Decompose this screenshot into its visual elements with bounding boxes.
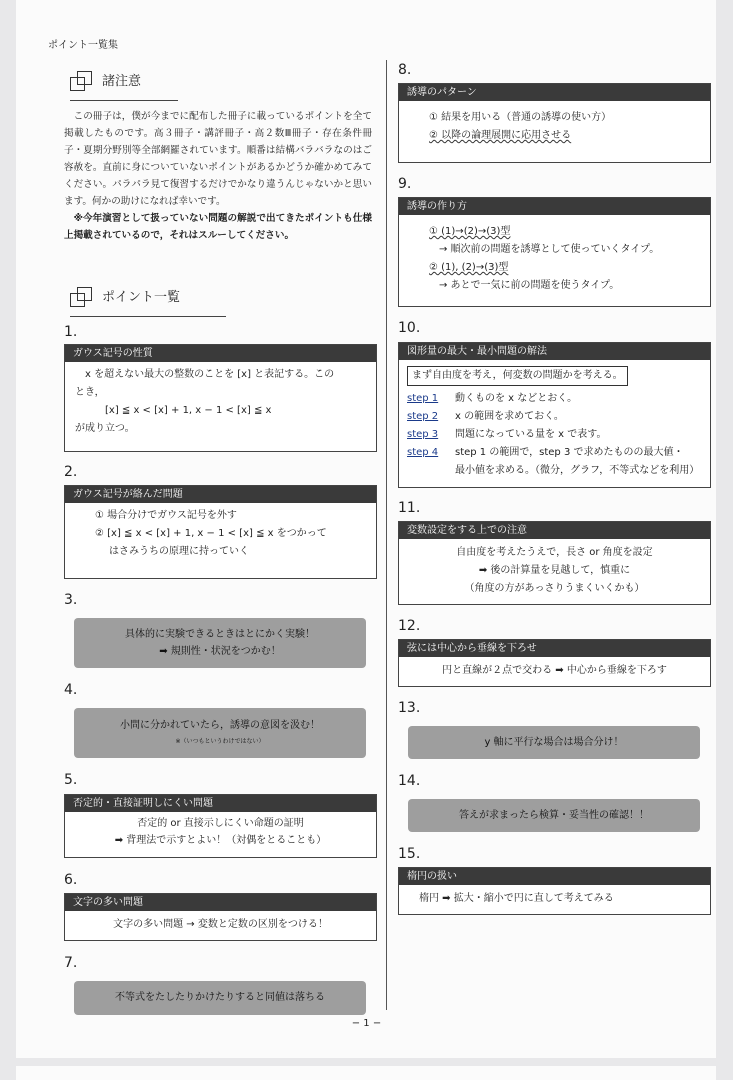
item-number: 8. — [398, 62, 412, 78]
point-text: ① 結果を用いる（普通の誘導の使い方） — [429, 112, 612, 123]
point-box-1 — [64, 344, 377, 452]
item-number: 12. — [398, 618, 421, 634]
point-header: 否定的・直接証明しにくい問題 — [65, 795, 376, 812]
item-number: 14. — [398, 773, 421, 789]
point-text: 楕円 ➡ 拡大・縮小で円に直して考えてみる — [419, 893, 614, 904]
point-text: → あとで一気に前の問題を使うタイプ。 — [439, 280, 620, 291]
point-header: 図形量の最大・最小問題の解法 — [399, 343, 710, 360]
point-text: ② (1), (2)→(3)型 — [429, 262, 509, 273]
item-number: 9. — [398, 176, 412, 192]
step-label: step 2 — [407, 411, 439, 422]
point-text: 円と直線が２点で交わる ➡ 中心から垂線を下ろす — [442, 665, 667, 676]
point-box-12 — [398, 639, 711, 687]
point-header: 誘導の作り方 — [399, 198, 710, 215]
point-header: 変数設定をする上での注意 — [399, 522, 710, 539]
item-number: 3. — [64, 592, 78, 608]
item-number: 15. — [398, 846, 421, 862]
point-box-5 — [64, 794, 377, 858]
point-lead: まず自由度を考え，何変数の問題かを考える。 — [407, 366, 628, 386]
point-pill-3 — [74, 618, 366, 668]
point-note: ※（いつもというわけではない） — [175, 738, 265, 745]
point-box-11 — [398, 521, 711, 605]
page-number: − 1 − — [351, 1018, 382, 1029]
notice-body: この冊子は，僕が今までに配布した冊子に載っているポイントを全て掲載したものです。高３冊子・講評冊子・高２数Ⅲ冊子・存在条件冊子・夏期分野別等全部網羅されています。順番は結構バラバラなのはご容赦を。直前に身についていないポイントがあるかどうか確かめてみてください。パラパラ見て復習するだけでかなり違うんじゃないかと思います。何かの助けになれば幸いです。 — [64, 111, 372, 207]
section-icon — [70, 71, 92, 89]
point-text: ➡ 背理法で示すとよい！（対偶をとることも） — [114, 835, 327, 846]
point-text: はさみうちの原理に持っていく — [109, 546, 249, 557]
point-text: とき， — [75, 387, 105, 398]
notice-paragraph — [64, 108, 372, 244]
point-text: x を超えない最大の整数のことを [x] と表記する。この — [85, 369, 335, 380]
column-divider — [386, 60, 387, 1010]
point-list-title — [70, 286, 180, 305]
point-text: 不等式をたしたりかけたりすると同値は落ちる — [115, 992, 325, 1003]
item-number: 5. — [64, 772, 78, 788]
step-text: 動くものを x などとおく。 — [455, 393, 578, 404]
point-box-6 — [64, 893, 377, 941]
point-pill-7 — [74, 981, 366, 1015]
point-box-2 — [64, 485, 377, 579]
point-header: 誘導のパターン — [399, 84, 710, 101]
point-text: 小問に分かれていたら，誘導の意図を汲む！ — [120, 720, 320, 731]
step-label: step 1 — [407, 393, 439, 404]
point-text: 文字の多い問題 → 変数と定数の区別をつける！ — [113, 919, 328, 930]
point-text: ➡ 規則性・状況をつかむ！ — [159, 646, 281, 657]
item-number: 13. — [398, 700, 421, 716]
step-text: 問題になっている量を x で表す。 — [455, 429, 607, 440]
gauss-formula: [x] ≦ x < [x] + 1, x − 1 < [x] ≦ x — [105, 405, 272, 416]
title-underline — [70, 100, 178, 101]
point-box-10 — [398, 342, 711, 488]
point-pill-4 — [74, 708, 366, 758]
next-page-edge — [16, 1066, 716, 1080]
notice-section-title — [70, 70, 141, 89]
point-text: 自由度を考えたうえで，長さ or 角度を設定 — [456, 547, 653, 558]
section-icon — [70, 287, 92, 305]
point-text: 否定的 or 直接示しにくい命題の証明 — [137, 818, 304, 829]
item-number: 1. — [64, 324, 78, 340]
item-number: 6. — [64, 872, 78, 888]
item-number: 2. — [64, 464, 78, 480]
step-text: x の範囲を求めておく。 — [455, 411, 564, 422]
point-pill-14 — [408, 799, 700, 832]
point-header: ガウス記号が絡んだ問題 — [65, 486, 376, 503]
point-text: ② 以降の論理展開に応用させる — [429, 130, 572, 141]
point-text: （角度の方があっさりうまくいくかも） — [464, 583, 645, 594]
point-text: 具体的に実験できるときはとにかく実験！ — [125, 629, 315, 640]
item-number: 11. — [398, 500, 421, 516]
point-text: ① (1)→(2)→(3)型 — [429, 226, 511, 237]
point-text: ① 場合分けでガウス記号を外す — [95, 510, 237, 521]
point-text: → 順次前の問題を誘導として使っていくタイプ。 — [439, 244, 660, 255]
item-number: 7. — [64, 955, 78, 971]
step-text: 最小値を求める。（微分，グラフ，不等式などを利用） — [455, 465, 700, 476]
point-text: が成り立つ。 — [75, 423, 135, 434]
point-header: 文字の多い問題 — [65, 894, 376, 911]
page-header: ポイント一覧集 — [48, 40, 118, 51]
point-box-8 — [398, 83, 711, 163]
step-label: step 4 — [407, 447, 439, 458]
title-underline — [70, 316, 226, 317]
point-text: ② [x] ≦ x < [x] + 1, x − 1 < [x] ≦ x をつかって — [95, 528, 327, 539]
point-list-title-text: ポイント一覧 — [102, 290, 181, 305]
point-header: ガウス記号の性質 — [65, 345, 376, 362]
point-text: ➡ 後の計算量を見越して，慎重に — [478, 565, 631, 576]
step-label: step 3 — [407, 429, 439, 440]
point-text: y 軸に平行な場合は場合分け！ — [484, 737, 624, 748]
step-text: step 1 の範囲で，step 3 で求めたものの最大値・ — [455, 447, 684, 458]
point-box-15 — [398, 867, 711, 915]
point-header: 弦には中心から垂線を下ろせ — [399, 640, 710, 657]
notice-note: ※今年演習として扱っていない問題の解説で出てきたポイントも仕様上掲載されているので，それはスルーしてください。 — [64, 213, 372, 241]
notice-title-text: 諸注意 — [102, 74, 142, 89]
item-number: 10. — [398, 320, 421, 336]
point-text: 答えが求まったら検算・妥当性の確認！！ — [459, 810, 649, 821]
point-box-9 — [398, 197, 711, 307]
point-header: 楕円の扱い — [399, 868, 710, 885]
item-number: 4. — [64, 682, 78, 698]
point-pill-13 — [408, 726, 700, 759]
